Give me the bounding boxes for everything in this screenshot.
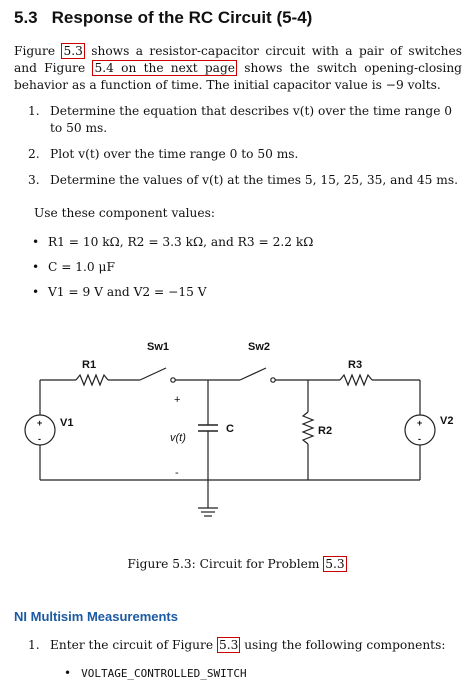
list-number: 2. (28, 147, 40, 161)
task-list (28, 103, 463, 198)
list-text: Plot v(t) over the time range 0 to 50 ms. (50, 147, 299, 161)
list-item (32, 284, 313, 309)
list-item (28, 638, 468, 652)
sw1-label: Sw1 (147, 341, 170, 353)
component-list (32, 234, 313, 309)
circuit-diagram (0, 330, 474, 530)
r1-label: R1 (82, 359, 97, 371)
list-text: C = 1.0 μF (48, 260, 115, 274)
sw1-switch (140, 368, 166, 380)
measurement-list (28, 638, 468, 652)
list-text-2: using the following components: (240, 638, 446, 652)
v2-label: V2 (440, 415, 454, 427)
use-values-text: Use these component values: (34, 206, 215, 220)
sw2-switch (240, 368, 266, 380)
minus-label: - (175, 467, 179, 479)
list-number: 1. (28, 104, 40, 118)
r2-label: R2 (318, 425, 333, 437)
intro-text-1: Figure (14, 44, 62, 58)
r3-resistor (340, 375, 372, 385)
intro-text-2: shows a resistor-capacitor circuit with a pair of switches and Figure (14, 44, 462, 75)
section-title: Response of the RC Circuit (5-4) (51, 8, 313, 27)
list-number: 1. (28, 638, 40, 652)
list-text: Determine the equation that describes v(t) over the time range 0 to 50 ms. (50, 104, 453, 135)
v2-minus: - (418, 434, 421, 444)
section-number: 5.3 (14, 8, 38, 27)
vt-label: v(t) (170, 432, 186, 444)
subsection-heading: NI Multisim Measurements (14, 609, 178, 624)
list-item (28, 146, 463, 163)
figure-link-5-3[interactable]: 5.3 (63, 44, 83, 58)
list-text: V1 = 9 V and V2 = −15 V (48, 285, 207, 299)
intro-text-3: shows the switch opening-closing behavior as a function of time. The initial capacitor value is −9 volts. (14, 61, 462, 92)
r2-resistor (303, 412, 313, 444)
list-text: Determine the values of v(t) at the times 5, 15, 25, 35, and 45 ms. (50, 173, 458, 187)
problem-link-5-3[interactable]: 5.3 (325, 557, 345, 571)
r1-resistor (76, 375, 108, 385)
figure-link-5-4[interactable]: 5.4 on the next page (94, 61, 235, 75)
figure-link-5-3-b[interactable]: 5.3 (218, 638, 239, 652)
bullet: • (64, 666, 72, 680)
list-item (32, 234, 313, 259)
figure-caption (0, 557, 474, 571)
sw2-contact (271, 378, 275, 382)
caption-text: Figure 5.3: Circuit for Problem (127, 557, 324, 571)
list-text: Enter the circuit of Figure (50, 638, 217, 652)
section-heading (14, 8, 312, 28)
list-item (28, 172, 463, 189)
sw2-label: Sw2 (248, 341, 271, 353)
list-item (32, 259, 313, 284)
list-item (28, 103, 463, 137)
v2-plus: + (417, 418, 423, 428)
list-number: 3. (28, 173, 40, 187)
r3-label: R3 (348, 359, 363, 371)
bullet: • (32, 235, 40, 249)
parts-list (64, 666, 247, 680)
bullet: • (32, 285, 40, 299)
c-label: C (226, 423, 234, 435)
bullet: • (32, 260, 40, 274)
list-text: VOLTAGE_CONTROLLED_SWITCH (81, 667, 247, 680)
v1-minus: - (38, 434, 41, 444)
v1-plus: + (37, 418, 43, 428)
v1-label: V1 (60, 417, 74, 429)
plus-label: + (174, 394, 181, 406)
sw1-contact (171, 378, 175, 382)
intro-paragraph (14, 43, 462, 94)
list-text: R1 = 10 kΩ, R2 = 3.3 kΩ, and R3 = 2.2 kΩ (48, 235, 314, 249)
